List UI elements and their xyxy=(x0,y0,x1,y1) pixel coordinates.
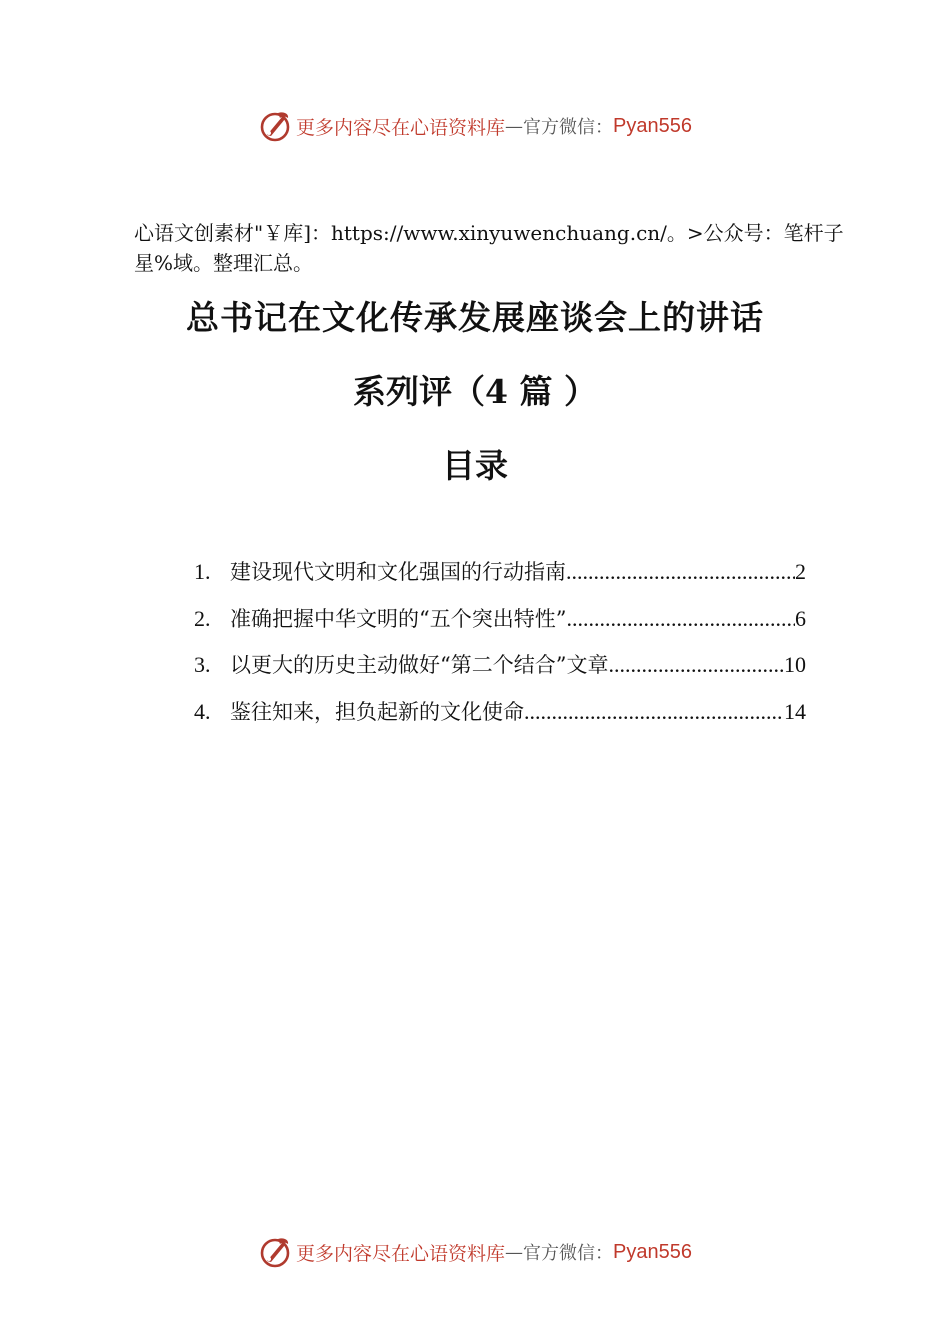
toc-leader-dots xyxy=(566,559,795,585)
toc-entry-number: 3. xyxy=(194,652,211,677)
watermark-wechat-label: 官方微信： xyxy=(523,1243,614,1264)
watermark-site-text: 更多内容尽在心语资料库 xyxy=(296,116,506,139)
document-subtitle: 系列评（4 篇 ） xyxy=(353,372,597,411)
toc-heading: 目录 xyxy=(442,446,508,485)
footer-watermark xyxy=(0,1232,950,1272)
toc-entry-title: 以更大的历史主动做好“第二个结合”文章 xyxy=(230,653,609,677)
toc-entry-title: 鉴往知来，担负起新的文化使命 xyxy=(230,699,524,724)
watermark-wechat-id: Pyan556 xyxy=(613,1240,692,1263)
toc-entry-page: 10 xyxy=(784,652,806,677)
toc-entry-title: 建设现代文明和文化强国的行动指南 xyxy=(230,560,566,584)
toc-entry-number: 4. xyxy=(194,698,211,724)
watermark-dash: — xyxy=(505,115,524,137)
table-of-contents xyxy=(194,556,806,742)
source-attribution: 心语文创素材"￥库]：https://www.xinyuwenchuang.cn/。>公众号：笔杆子星%域。整理汇总。 xyxy=(134,221,844,275)
toc-entry-4[interactable] xyxy=(194,696,806,743)
quill-circle-logo-icon xyxy=(258,109,292,143)
toc-leader-dots xyxy=(524,699,784,725)
watermark-wechat-label: 官方微信： xyxy=(523,117,614,138)
quill-circle-logo-icon xyxy=(258,1235,292,1269)
header-watermark xyxy=(0,106,950,146)
toc-entry-page: 14 xyxy=(784,698,806,724)
toc-leader-dots xyxy=(608,652,784,678)
toc-leader-dots xyxy=(566,606,795,632)
toc-entry-title: 准确把握中华文明的“五个突出特性” xyxy=(230,606,567,631)
toc-entry-1[interactable] xyxy=(194,556,806,603)
toc-entry-number: 1. xyxy=(194,559,211,584)
toc-entry-page: 6 xyxy=(795,605,806,631)
watermark-dash: — xyxy=(505,1241,524,1263)
toc-entry-2[interactable] xyxy=(194,603,806,650)
watermark-wechat-id: Pyan556 xyxy=(613,114,692,137)
toc-entry-page: 2 xyxy=(795,559,806,584)
toc-entry-number: 2. xyxy=(194,605,211,631)
watermark-site-text: 更多内容尽在心语资料库 xyxy=(296,1242,506,1265)
document-title: 总书记在文化传承发展座谈会上的讲话 xyxy=(186,298,764,337)
toc-entry-3[interactable] xyxy=(194,649,806,696)
